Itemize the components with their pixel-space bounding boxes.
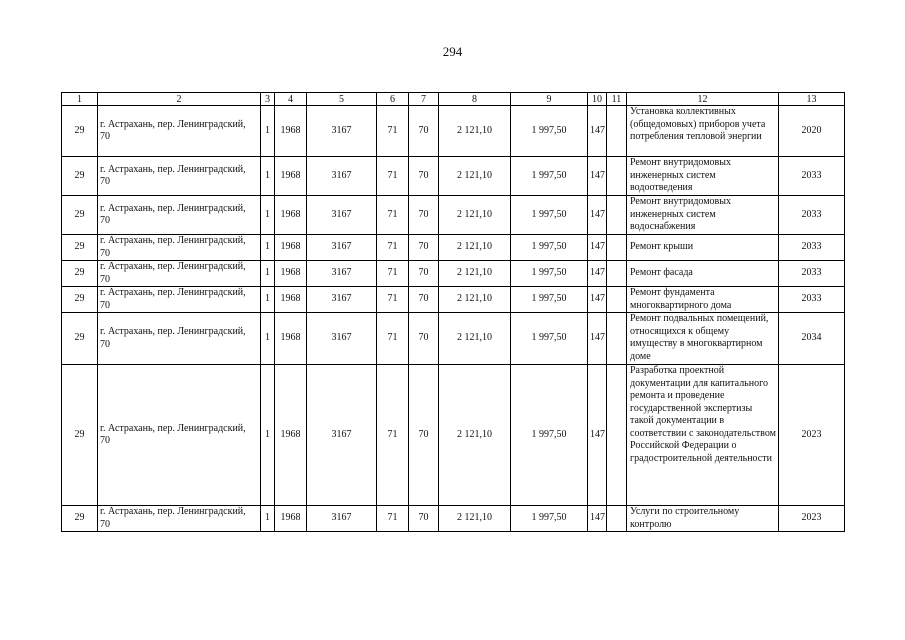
work-type-cell: Ремонт фундамента многоквартирного дома — [627, 287, 779, 313]
address-cell: г. Астрахань, пер. Ленинградский, 70 — [98, 157, 261, 196]
planned-year-cell: 2033 — [779, 261, 845, 287]
work-type-cell: Установка коллективных (общедомовых) приборов учета потребления тепловой энергии — [627, 106, 779, 157]
column-header: 2 — [98, 93, 261, 106]
column-header: 13 — [779, 93, 845, 106]
table-row — [62, 506, 845, 532]
row-number: 29 — [62, 506, 98, 532]
cell: 1 — [261, 235, 275, 261]
cell: 3167 — [307, 106, 377, 157]
table-row — [62, 287, 845, 313]
planned-year-cell: 2033 — [779, 196, 845, 235]
table-row — [62, 106, 845, 157]
living-area-cell: 1 997,50 — [511, 196, 588, 235]
cell — [607, 287, 627, 313]
column-header: 1 — [62, 93, 98, 106]
year-built-cell: 1968 — [275, 106, 307, 157]
cell — [607, 196, 627, 235]
cell: 71 — [377, 506, 409, 532]
row-number: 29 — [62, 313, 98, 365]
address-cell: г. Астрахань, пер. Ленинградский, 70 — [98, 365, 261, 506]
total-area-cell: 2 121,10 — [439, 506, 511, 532]
table-row — [62, 157, 845, 196]
cell — [607, 235, 627, 261]
row-number: 29 — [62, 157, 98, 196]
row-number: 29 — [62, 106, 98, 157]
column-header: 12 — [627, 93, 779, 106]
cell: 70 — [409, 235, 439, 261]
cell: 70 — [409, 287, 439, 313]
column-header: 11 — [607, 93, 627, 106]
table-row — [62, 313, 845, 365]
total-area-cell: 2 121,10 — [439, 313, 511, 365]
cell: 147 — [588, 235, 607, 261]
cell: 70 — [409, 365, 439, 506]
living-area-cell: 1 997,50 — [511, 287, 588, 313]
cell: 70 — [409, 506, 439, 532]
address-cell: г. Астрахань, пер. Ленинградский, 70 — [98, 261, 261, 287]
address-cell: г. Астрахань, пер. Ленинградский, 70 — [98, 506, 261, 532]
total-area-cell: 2 121,10 — [439, 106, 511, 157]
cell: 147 — [588, 157, 607, 196]
cell: 1 — [261, 287, 275, 313]
cell — [607, 506, 627, 532]
cell: 147 — [588, 196, 607, 235]
total-area-cell: 2 121,10 — [439, 235, 511, 261]
planned-year-cell: 2033 — [779, 287, 845, 313]
table-row — [62, 261, 845, 287]
total-area-cell: 2 121,10 — [439, 365, 511, 506]
address-cell: г. Астрахань, пер. Ленинградский, 70 — [98, 106, 261, 157]
cell: 71 — [377, 287, 409, 313]
cell: 71 — [377, 157, 409, 196]
cell: 70 — [409, 106, 439, 157]
cell: 70 — [409, 261, 439, 287]
total-area-cell: 2 121,10 — [439, 196, 511, 235]
living-area-cell: 1 997,50 — [511, 506, 588, 532]
work-type-cell: Ремонт внутридомовых инженерных систем водоснабжения — [627, 196, 779, 235]
work-type-cell: Услуги по строительному контролю — [627, 506, 779, 532]
cell: 71 — [377, 261, 409, 287]
planned-year-cell: 2033 — [779, 235, 845, 261]
cell: 1 — [261, 365, 275, 506]
page-number: 294 — [442, 44, 463, 59]
cell — [607, 365, 627, 506]
table-row — [62, 235, 845, 261]
cell — [607, 261, 627, 287]
cell: 3167 — [307, 261, 377, 287]
cell: 71 — [377, 235, 409, 261]
column-header: 6 — [377, 93, 409, 106]
table-row — [62, 365, 845, 506]
cell: 147 — [588, 261, 607, 287]
year-built-cell: 1968 — [275, 261, 307, 287]
address-cell: г. Астрахань, пер. Ленинградский, 70 — [98, 313, 261, 365]
year-built-cell: 1968 — [275, 506, 307, 532]
living-area-cell: 1 997,50 — [511, 235, 588, 261]
cell: 71 — [377, 106, 409, 157]
cell: 70 — [409, 196, 439, 235]
planned-year-cell: 2020 — [779, 106, 845, 157]
cell: 3167 — [307, 157, 377, 196]
cell: 3167 — [307, 287, 377, 313]
address-cell: г. Астрахань, пер. Ленинградский, 70 — [98, 196, 261, 235]
planned-year-cell: 2023 — [779, 506, 845, 532]
total-area-cell: 2 121,10 — [439, 157, 511, 196]
table-row — [62, 196, 845, 235]
cell: 1 — [261, 261, 275, 287]
repair-schedule-table — [61, 92, 845, 532]
cell: 3167 — [307, 365, 377, 506]
cell: 1 — [261, 106, 275, 157]
column-header: 4 — [275, 93, 307, 106]
column-header: 8 — [439, 93, 511, 106]
work-type-cell: Ремонт крыши — [627, 235, 779, 261]
cell: 3167 — [307, 506, 377, 532]
work-type-cell: Ремонт подвальных помещений, относящихся к общему имуществу в многоквартирном доме — [627, 313, 779, 365]
planned-year-cell: 2033 — [779, 157, 845, 196]
cell: 71 — [377, 313, 409, 365]
year-built-cell: 1968 — [275, 157, 307, 196]
column-header: 9 — [511, 93, 588, 106]
cell: 70 — [409, 157, 439, 196]
work-type-cell: Разработка проектной документации для капитального ремонта и проведение государственной экспертизы такой документации в соответствии с законодательством Российской Федерации о градостроительной деятельности — [627, 365, 779, 506]
living-area-cell: 1 997,50 — [511, 365, 588, 506]
living-area-cell: 1 997,50 — [511, 106, 588, 157]
cell: 70 — [409, 313, 439, 365]
living-area-cell: 1 997,50 — [511, 157, 588, 196]
year-built-cell: 1968 — [275, 313, 307, 365]
row-number: 29 — [62, 365, 98, 506]
total-area-cell: 2 121,10 — [439, 261, 511, 287]
column-header: 3 — [261, 93, 275, 106]
row-number: 29 — [62, 196, 98, 235]
cell: 147 — [588, 313, 607, 365]
cell: 3167 — [307, 313, 377, 365]
cell — [607, 157, 627, 196]
cell: 3167 — [307, 196, 377, 235]
total-area-cell: 2 121,10 — [439, 287, 511, 313]
cell — [607, 313, 627, 365]
row-number: 29 — [62, 235, 98, 261]
row-number: 29 — [62, 261, 98, 287]
work-type-cell: Ремонт фасада — [627, 261, 779, 287]
column-header: 5 — [307, 93, 377, 106]
living-area-cell: 1 997,50 — [511, 313, 588, 365]
cell: 3167 — [307, 235, 377, 261]
cell — [607, 106, 627, 157]
year-built-cell: 1968 — [275, 235, 307, 261]
row-number: 29 — [62, 287, 98, 313]
year-built-cell: 1968 — [275, 196, 307, 235]
cell: 1 — [261, 196, 275, 235]
cell: 1 — [261, 157, 275, 196]
cell: 1 — [261, 506, 275, 532]
work-type-cell: Ремонт внутридомовых инженерных систем водоотведения — [627, 157, 779, 196]
year-built-cell: 1968 — [275, 287, 307, 313]
column-header: 10 — [588, 93, 607, 106]
address-cell: г. Астрахань, пер. Ленинградский, 70 — [98, 287, 261, 313]
planned-year-cell: 2023 — [779, 365, 845, 506]
address-cell: г. Астрахань, пер. Ленинградский, 70 — [98, 235, 261, 261]
column-header: 7 — [409, 93, 439, 106]
cell: 1 — [261, 313, 275, 365]
living-area-cell: 1 997,50 — [511, 261, 588, 287]
year-built-cell: 1968 — [275, 365, 307, 506]
cell: 147 — [588, 106, 607, 157]
cell: 71 — [377, 365, 409, 506]
cell: 147 — [588, 365, 607, 506]
cell: 71 — [377, 196, 409, 235]
cell: 147 — [588, 287, 607, 313]
column-number-row — [62, 93, 845, 106]
planned-year-cell: 2034 — [779, 313, 845, 365]
cell: 147 — [588, 506, 607, 532]
